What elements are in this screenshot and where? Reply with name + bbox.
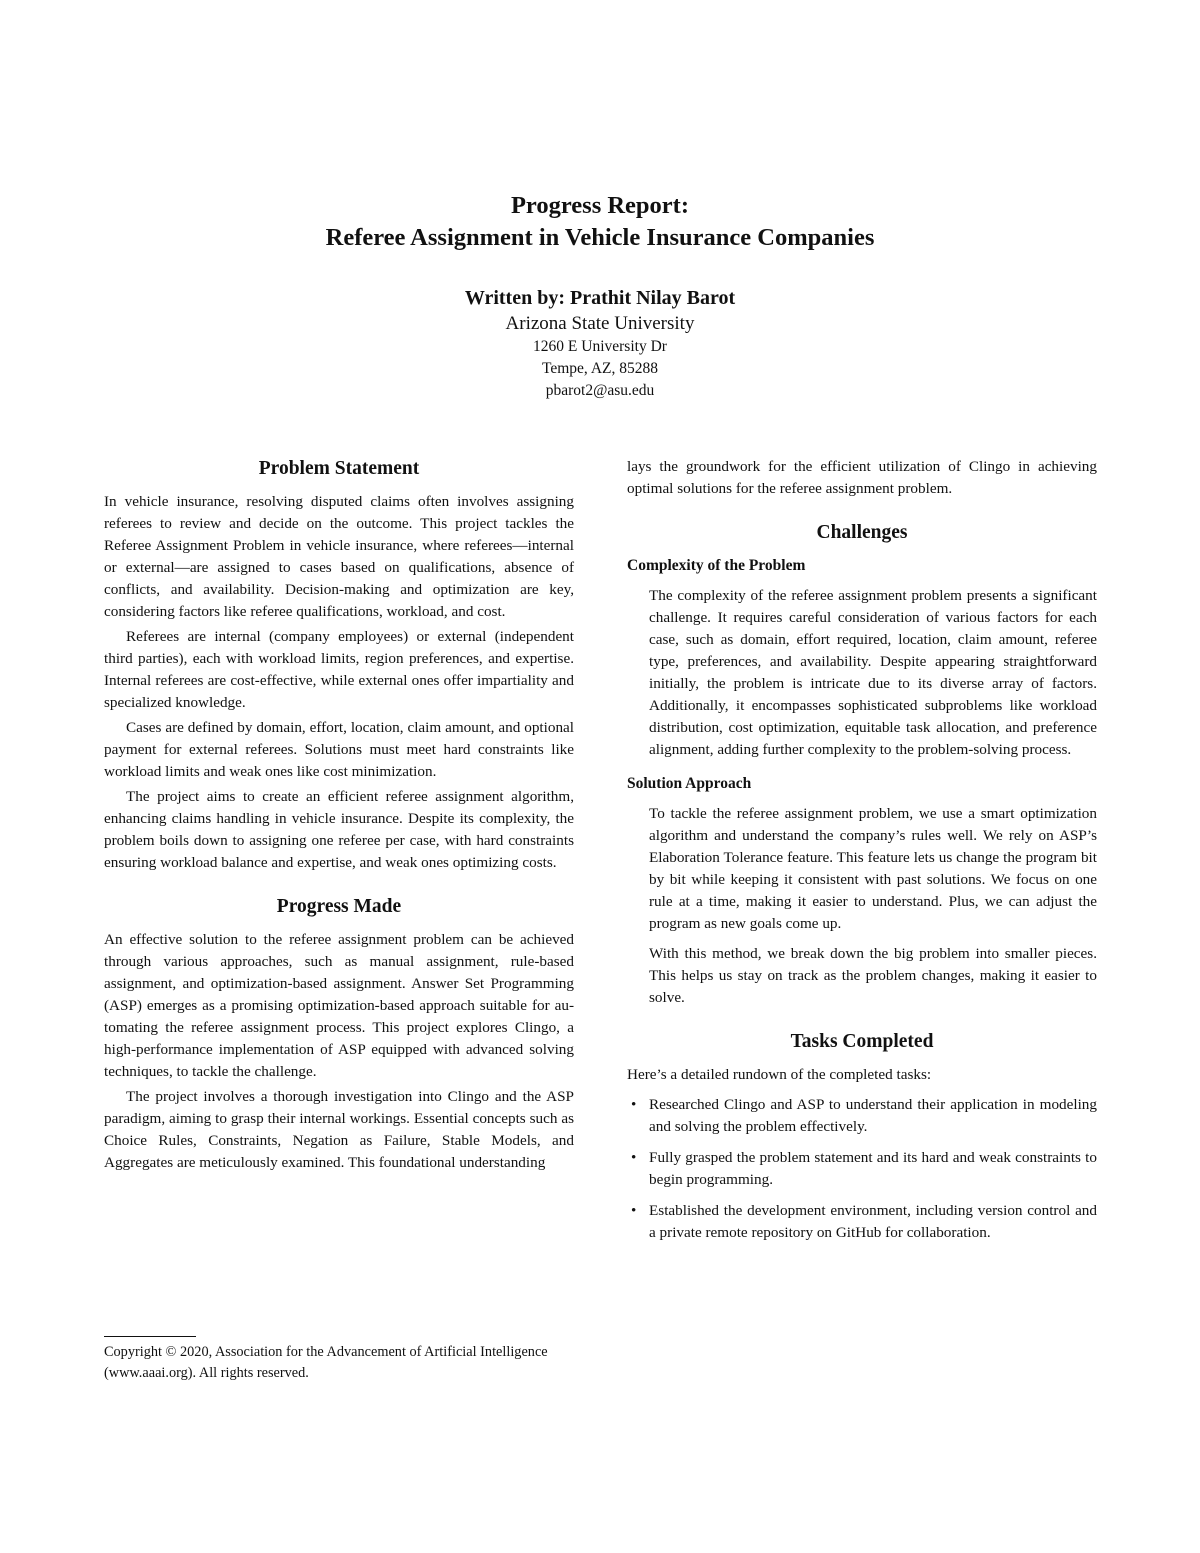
solution-paragraph-1: To tackle the referee assignment problem, we use a smart optimization algorithm and understand the company’s rules well. We rely on ASP’s Elaboration Tolerance feature. This feature lets us change the program bit by bit while keeping it consistent with past solutions. We focus on one rule at a time, making it easier to understand. Plus, we can adjust the program as new goals come up. <box>649 805 1097 932</box>
author-affiliation: Arizona State University <box>505 313 695 334</box>
solution-paragraph-2: With this method, we break down the big problem into smaller pieces. This helps us stay on track as the problem changes, making it easier to solve. <box>649 945 1097 1006</box>
title-line-2: Referee Assignment in Vehicle Insurance Companies <box>325 224 875 251</box>
tasks-intro: Here’s a detailed rundown of the completed tasks: <box>627 1066 932 1083</box>
heading-challenges: Challenges <box>816 522 908 543</box>
tasks-list <box>627 1094 1097 1244</box>
list-item <box>627 1094 1097 1138</box>
right-column <box>627 456 1097 1253</box>
author-address-line-2: Tempe, AZ, 85288 <box>541 360 658 377</box>
title-line-1: Progress Report: <box>510 192 690 219</box>
task-item-text: Researched Clingo and ASP to understand their application in modeling and solving the problem effectively. <box>649 1096 1097 1135</box>
heading-tasks-completed: Tasks Completed <box>790 1031 934 1052</box>
progress-paragraph-1: An effective solution to the referee assignment problem can be achieved through various approaches, such as manual assignment, rule-based assignment, and optimization-based assignment. Answer Set Programming (ASP) emerges as a promising optimization-based approach suitable for automating the referee assignment process. This project explores Clingo, a high-performance implementation of ASP equipped with advanced solving techniques, to tackle the challenge. <box>104 931 574 1080</box>
bullet-icon: • <box>631 1202 637 1219</box>
task-item-text: Fully grasped the problem statement and its hard and weak constraints to begin programming. <box>649 1149 1097 1188</box>
problem-paragraph-3: Cases are defined by domain, effort, location, claim amount, and optional payment for external referees. Solutions must meet hard constraints like workload limits and weak ones like cost minimization. <box>104 719 574 780</box>
complexity-paragraph: The complexity of the referee assignment problem presents a significant challenge. It requires careful consideration of various factors for each case, such as domain, effort required, location, claim amount, referee type, preferences, and availability. Despite appearing straightforward initially, the problem is intricate due to its diverse array of factors. Additionally, it encompasses sophisticated subproblems like workload distribution, cost optimization, equitable task allocation, and preference alignment, adding further complexity to the problem-solving process. <box>649 587 1097 758</box>
copyright-footnote <box>104 1336 574 1384</box>
list-item <box>627 1200 1097 1244</box>
heading-problem-statement: Problem Statement <box>258 458 420 479</box>
problem-paragraph-2: Referees are internal (company employees) or external (independent third parties), each with workload limits, region preferences, and expertise. Internal referees are cost-effective, while external ones offer impartiality and specialized knowledge. <box>104 628 574 711</box>
heading-progress-made: Progress Made <box>276 896 402 917</box>
author-email: pbarot2@asu.edu <box>545 382 655 399</box>
title-block <box>0 190 1200 254</box>
problem-paragraph-1: In vehicle insurance, resolving disputed claims often involves assigning referees to review and decide on the outcome. This project tackles the Referee Assignment Problem in vehicle insurance, where referees—internal or external—are assigned to cases based on qualifications, absence of conflicts, and availability. Decision-making and optimization are key, considering factors like referee qualifications, workload, and cost. <box>104 493 574 620</box>
progress-continuation: lays the groundwork for the efficient utilization of Clingo in achieving optimal solutions for the referee assignment problem. <box>627 458 1097 497</box>
footnote-rule <box>104 1336 196 1337</box>
bullet-icon: • <box>631 1096 637 1113</box>
bullet-icon: • <box>631 1149 637 1166</box>
author-address-line-1: 1260 E University Dr <box>533 338 667 355</box>
subheading-solution-approach: Solution Approach <box>627 775 752 792</box>
problem-paragraph-4: The project aims to create an efficient referee assignment algorithm, enhancing claims handling in vehicle insurance. Despite its complexity, the problem boils down to assigning one referee per case, with hard constraints ensuring workload balance and expertise, and weak ones optimizing costs. <box>104 788 574 871</box>
list-item <box>627 1147 1097 1191</box>
author-name: Written by: Prathit Nilay Barot <box>464 287 736 309</box>
author-block <box>0 284 1200 402</box>
footnote-text: Copyright © 2020, Association for the Advancement of Artificial Intelligence (www.aaai.org). All rights reserved. <box>104 1344 548 1381</box>
task-item-text: Established the development environment, including version control and a private remote repository on GitHub for collaboration. <box>649 1202 1097 1241</box>
left-column <box>104 456 574 1174</box>
progress-paragraph-2: The project involves a thorough investigation into Clingo and the ASP paradigm, aiming to grasp their internal workings. Essential concepts such as Choice Rules, Constraints, Negation as Failure, Stable Models, and Aggregates are meticulously examined. This foundational understanding <box>104 1088 574 1171</box>
subheading-complexity: Complexity of the Problem <box>627 557 806 574</box>
